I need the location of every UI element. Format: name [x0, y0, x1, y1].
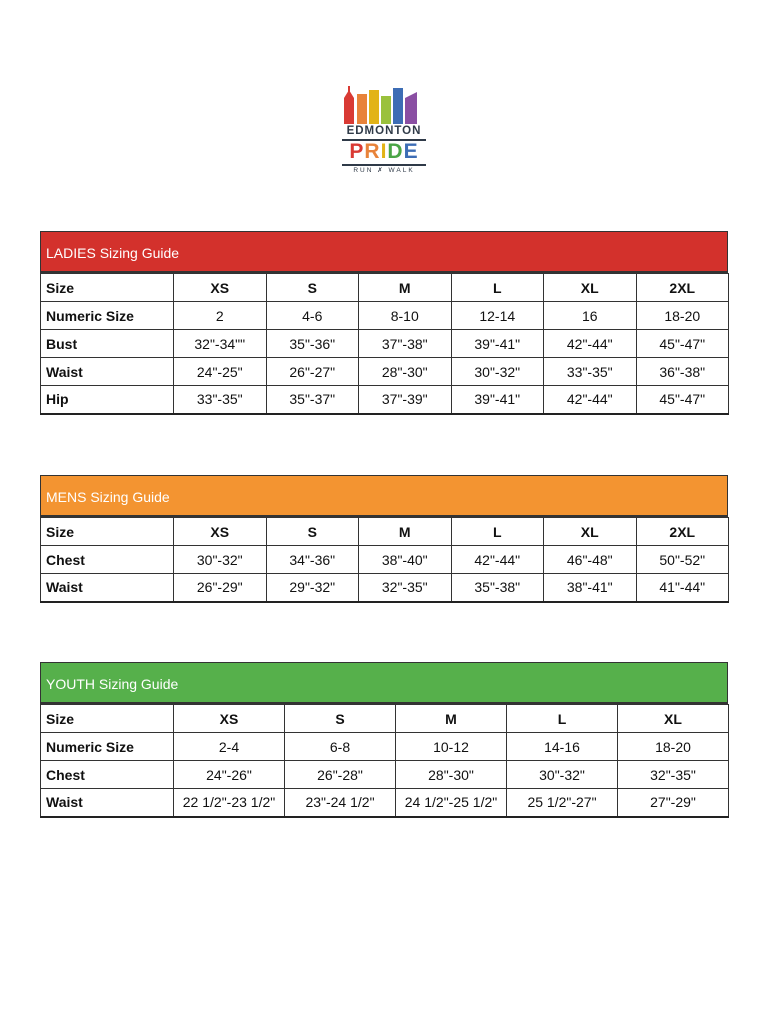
size-column-header: 2XL — [636, 518, 729, 546]
size-column-header: XS — [174, 274, 267, 302]
measurement-cell: 33"-35" — [174, 386, 267, 414]
row-label: Waist — [41, 574, 174, 602]
size-column-header: XL — [544, 274, 637, 302]
measurement-cell: 23"-24 1/2" — [285, 789, 396, 817]
size-column-header: M — [359, 518, 452, 546]
size-column-header: 2XL — [636, 274, 729, 302]
table-row — [41, 789, 729, 817]
measurement-cell: 6-8 — [285, 733, 396, 761]
mens-guide-title: MENS Sizing Guide — [40, 475, 728, 517]
measurement-cell: 45"-47" — [636, 386, 729, 414]
measurement-cell: 50"-52" — [636, 546, 729, 574]
measurement-cell: 42"-44" — [544, 386, 637, 414]
measurement-cell: 2 — [174, 302, 267, 330]
measurement-cell: 35"-36" — [266, 330, 359, 358]
table-header-row — [41, 274, 729, 302]
logo-pride-letter: I — [380, 140, 388, 163]
mens-sizing-guide — [40, 475, 728, 603]
measurement-cell: 37"-38" — [359, 330, 452, 358]
measurement-cell: 32"-35" — [618, 761, 729, 789]
youth-sizing-guide — [40, 662, 728, 818]
ladies-sizing-guide — [40, 231, 728, 415]
ladies-size-table — [40, 273, 729, 415]
table-header-row — [41, 518, 729, 546]
table-row — [41, 358, 729, 386]
size-header-label: Size — [41, 518, 174, 546]
measurement-cell: 24"-25" — [174, 358, 267, 386]
logo-city-name: EDMONTON — [346, 125, 422, 137]
logo-pride-letter: E — [403, 140, 419, 163]
measurement-cell: 26"-28" — [285, 761, 396, 789]
table-row — [41, 733, 729, 761]
size-column-header: L — [507, 705, 618, 733]
logo-pride-letter: R — [364, 140, 381, 163]
table-header-row — [41, 705, 729, 733]
youth-size-table — [40, 704, 729, 818]
size-column-header: S — [266, 274, 359, 302]
measurement-cell: 34"-36" — [266, 546, 359, 574]
edmonton-pride-logo — [338, 84, 430, 176]
size-column-header: S — [285, 705, 396, 733]
measurement-cell: 18-20 — [636, 302, 729, 330]
size-header-label: Size — [41, 274, 174, 302]
size-column-header: M — [359, 274, 452, 302]
city-skyline-icon — [338, 84, 430, 124]
measurement-cell: 4-6 — [266, 302, 359, 330]
measurement-cell: 39"-41" — [451, 386, 544, 414]
table-row — [41, 761, 729, 789]
size-column-header: S — [266, 518, 359, 546]
measurement-cell: 14-16 — [507, 733, 618, 761]
measurement-cell: 27"-29" — [618, 789, 729, 817]
measurement-cell: 26"-29" — [174, 574, 267, 602]
measurement-cell: 28"-30" — [396, 761, 507, 789]
logo-run-walk: RUN ✗ WALK — [353, 167, 415, 174]
measurement-cell: 29"-32" — [266, 574, 359, 602]
logo-pride-letter: P — [349, 140, 365, 163]
measurement-cell: 45"-47" — [636, 330, 729, 358]
size-column-header: M — [396, 705, 507, 733]
measurement-cell: 24"-26" — [174, 761, 285, 789]
table-row — [41, 574, 729, 602]
measurement-cell: 37"-39" — [359, 386, 452, 414]
logo-pride-letter: D — [387, 140, 404, 163]
measurement-cell: 42"-44" — [451, 546, 544, 574]
row-label: Bust — [41, 330, 174, 358]
measurement-cell: 22 1/2"-23 1/2" — [174, 789, 285, 817]
measurement-cell: 35"-37" — [266, 386, 359, 414]
logo-pride-word — [338, 141, 430, 163]
measurement-cell: 32"-35" — [359, 574, 452, 602]
measurement-cell: 16 — [544, 302, 637, 330]
row-label: Waist — [41, 358, 174, 386]
measurement-cell: 8-10 — [359, 302, 452, 330]
measurement-cell: 25 1/2"-27" — [507, 789, 618, 817]
size-column-header: XL — [544, 518, 637, 546]
row-label: Chest — [41, 761, 174, 789]
measurement-cell: 38"-40" — [359, 546, 452, 574]
table-row — [41, 386, 729, 414]
measurement-cell: 2-4 — [174, 733, 285, 761]
measurement-cell: 42"-44" — [544, 330, 637, 358]
size-header-label: Size — [41, 705, 174, 733]
measurement-cell: 24 1/2"-25 1/2" — [396, 789, 507, 817]
row-label: Hip — [41, 386, 174, 414]
ladies-guide-title: LADIES Sizing Guide — [40, 231, 728, 273]
measurement-cell: 18-20 — [618, 733, 729, 761]
size-column-header: L — [451, 518, 544, 546]
measurement-cell: 46"-48" — [544, 546, 637, 574]
measurement-cell: 32"-34"" — [174, 330, 267, 358]
measurement-cell: 28"-30" — [359, 358, 452, 386]
measurement-cell: 12-14 — [451, 302, 544, 330]
measurement-cell: 39"-41" — [451, 330, 544, 358]
size-column-header: L — [451, 274, 544, 302]
row-label: Chest — [41, 546, 174, 574]
table-row — [41, 330, 729, 358]
measurement-cell: 30"-32" — [451, 358, 544, 386]
size-column-header: XS — [174, 518, 267, 546]
youth-guide-title: YOUTH Sizing Guide — [40, 662, 728, 704]
size-column-header: XL — [618, 705, 729, 733]
mens-size-table — [40, 517, 729, 603]
table-row — [41, 546, 729, 574]
row-label: Waist — [41, 789, 174, 817]
size-column-header: XS — [174, 705, 285, 733]
row-label: Numeric Size — [41, 733, 174, 761]
measurement-cell: 33"-35" — [544, 358, 637, 386]
measurement-cell: 30"-32" — [174, 546, 267, 574]
measurement-cell: 36"-38" — [636, 358, 729, 386]
measurement-cell: 30"-32" — [507, 761, 618, 789]
measurement-cell: 41"-44" — [636, 574, 729, 602]
measurement-cell: 10-12 — [396, 733, 507, 761]
measurement-cell: 38"-41" — [544, 574, 637, 602]
table-row — [41, 302, 729, 330]
measurement-cell: 26"-27" — [266, 358, 359, 386]
measurement-cell: 35"-38" — [451, 574, 544, 602]
row-label: Numeric Size — [41, 302, 174, 330]
